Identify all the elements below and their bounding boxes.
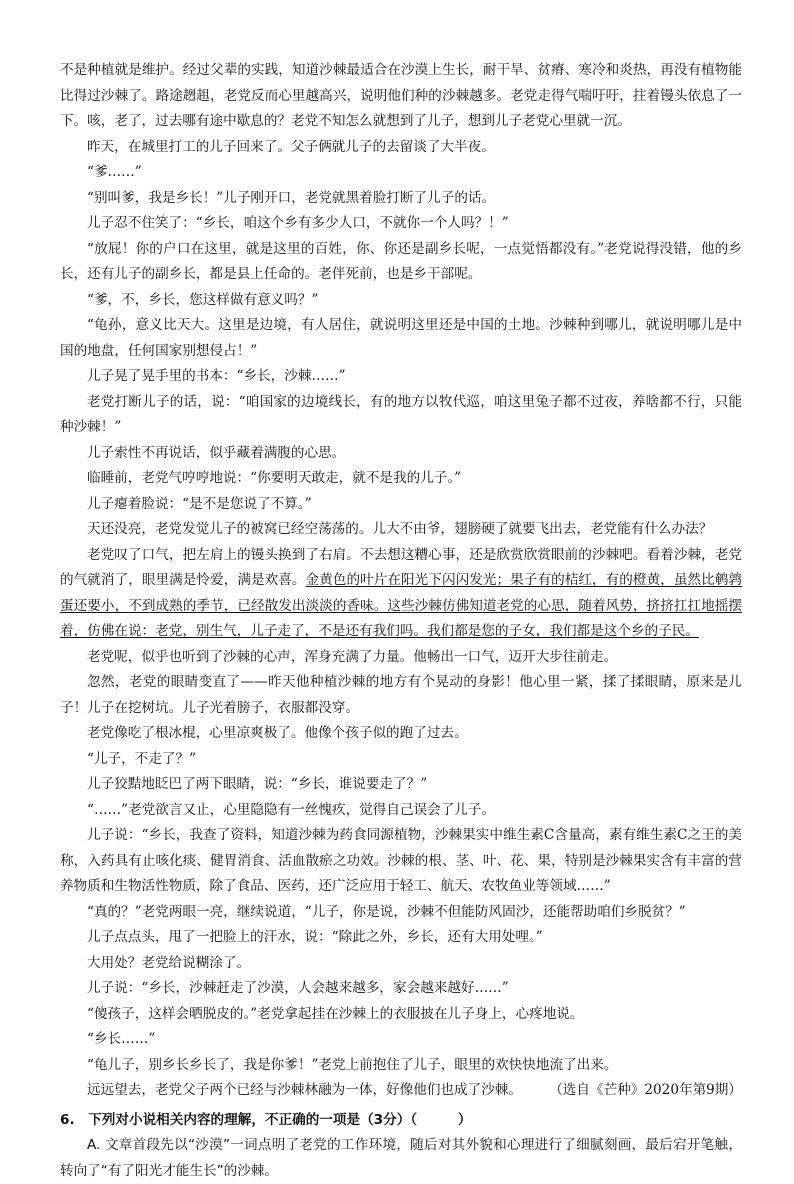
paragraph-text: 老党叹了口气，把左肩上的镘头换到了右肩。不去想这糟心事，还是欣赏欣赏眼前的沙棘吧。看着沙棘，老党的气就消了，眼里满是怜爱，满是欢喜。 [60,546,742,588]
document-page [60,58,742,1184]
paragraph-text: “傻孩子，这样会晒脱皮的。”老党拿起挂在沙棘上的衣服披在儿子身上，心疼地说。 [87,1005,584,1022]
paragraph-text: “爹，不，乡长，您这样做有意义吗？” [87,291,319,308]
story-paragraph [60,645,742,671]
paragraph-text: “……”老党欲言又止，心里隐隐有一丝愧疚，觉得自己误会了儿子。 [87,801,496,818]
paragraph-text: “真的？”老党两眼一亮，继续说道，“儿子，你是说，沙棘不但能防风固沙，还能帮助咱们乡脱贫？” [87,903,686,920]
story-paragraph [60,313,742,364]
story-paragraph [60,772,742,798]
paragraph-text: “放屁！你的户口在这里，就是这里的百姓，你、你还是副乡长呢，一点觉悟都没有。”老党说得没错，他的乡长，还有儿子的副乡长，都是县上任命的。老伴死前，也是乡干部呢。 [60,240,742,282]
story-paragraph [60,364,742,390]
story-paragraph [60,160,742,186]
paragraph-text: 儿子说：“乡长，我查了资料，知道沙棘为药食同源植物，沙棘果实中维生素C含量高，素有维生素C之王的美称，入药具有止咳化痰、健胃消食、活血散瘀之功效。沙棘的根、茎、叶、花、果，特别是沙棘果实含有丰富的营养物质和生物活性物质，除了食品、医药，还广泛应用于轻工、航天、农牧鱼业等领域……” [60,827,742,894]
story-paragraph [60,1053,742,1079]
story-paragraph [60,211,742,237]
paragraph-text: 儿子说：“乡长，沙棘赶走了沙漠，人会越来越多，家会越来越好……” [87,980,509,996]
paragraph-text: 不是种植就是维护。经过父辈的实践，知道沙棘最适合在沙漠上生长，耐干旱、贫瘠、寒冷和炎热，再没有植物能比得过沙棘了。路途趔趄，老党反而心里越高兴，说明他们种的沙棘越多。老党走得气喘吁吁，拄着镘头依息了一下。咳，老了，过去哪有途中歇息的？老党不知怎么就想到了儿子，想到儿子老党心里就一沉。 [60,62,742,129]
story-paragraph [60,441,742,467]
story-paragraph [60,823,742,900]
question-6-stem: 6. 下列对小说相关内容的理解，不正确的一项是（3分）（ ） [60,1111,472,1128]
story-paragraph [60,721,742,747]
story-paragraph [60,1002,742,1028]
story-paragraph [60,900,742,926]
paragraph-text: 临睡前，老党气哼哼地说：“你要明天敢走，就不是我的儿子。” [87,470,462,486]
paragraph-text: “龟孙，意义比天大。这里是边境，有人居住，就说明这里还是中国的土地。沙棘种到哪儿，就说明哪儿是中国的地盘，任何国家别想侵占！” [60,317,742,359]
underlined-passage: 金黄色的叶片在阳光下闪闪发光；果子有的桔红，有的橙黄，虽然比鹌鹑蛋还要小，不到成熟的季节，已经散发出淡淡的香味。这些沙棘仿佛知道老党的心思，随着风势，挤挤扛扛地摇摆着，仿佛在说：老党，别生气，儿子走了，不是还有我们吗。我们都是您的子女，我们都是这个乡的子民。 [60,572,743,639]
story-paragraph [60,925,742,951]
paragraph-text: 儿子晃了晃手里的书本：“乡长，沙棘……” [87,368,346,384]
paragraph-text: 儿子瘪着脸说：“是不是您说了不算。” [87,495,312,512]
paragraph-text: 老党打断儿子的话，说：“咱国家的边境线长，有的地方以牧代巡，咱这里兔子都不过夜，养啥都不行，只能种沙棘！” [60,393,742,435]
paragraph-text: “龟儿子，别乡长乡长了，我是你爹！”老党上前抱住了儿子，眼里的欢快快地流了出来。 [87,1056,618,1073]
story-paragraph [60,1078,742,1104]
story-paragraph [60,135,742,161]
paragraph-text: 儿子索性不再说话，似乎藏着满腹的心思。 [87,444,346,461]
story-paragraph [60,492,742,518]
paragraph-text: 老党像吃了根冰棍，心里凉爽极了。他像个孩子似的跑了过去。 [87,725,468,741]
paragraph-text: 老党呢，似乎也听到了沙棘的心声，浑身充满了力量。他畅出一口气，迈开大步往前走。 [87,648,618,665]
story-body [60,58,742,1104]
paragraph-text: 昨天，在城里打工的儿子回来了。父子俩就儿子的去留谈了大半夜。 [87,138,495,155]
paragraph-text: 大用处？老党给说糊涂了。 [87,954,251,971]
story-paragraph [60,670,742,721]
paragraph-text: 远远望去，老党父子两个已经与沙棘林融为一体，好像他们也成了沙棘。 [87,1082,522,1098]
paragraph-text: 忽然，老党的眼睛变直了——昨天他种植沙棘的地方有个晃动的身影！他心里一紧，揉了揉眼睛，原来是儿子！儿子在挖树坑。儿子光着膀子，衣服都没穿。 [60,674,742,716]
paragraph-text: 儿子狡黠地眨巴了两下眼睛，说：“乡长，谁说要走了？” [87,776,428,792]
story-paragraph [60,58,742,135]
story-paragraph [60,951,742,977]
story-paragraph [60,747,742,773]
story-paragraph [60,466,742,492]
paragraph-text: 儿子忍不住笑了：“乡长，咱这个乡有多少人口，不就你一个人吗？！” [87,215,509,231]
story-paragraph [60,976,742,1002]
paragraph-text: 儿子点点头，甩了一把脸上的汗水，说：“除此之外，乡长，还有大用处哩。” [87,929,543,945]
story-paragraph [60,543,742,645]
question-6-option-a: A. 文章首段先以“沙漠”一词点明了老党的工作环境，随后对其外貌和心理进行了细腻刻画，最后宕开笔触，转向了“有了阳光才能生长”的沙棘。 [60,1136,742,1179]
story-paragraph [60,237,742,288]
paragraph-text: 天还没亮，老党发觉儿子的被窝已经空荡荡的。儿大不由爷，翅膀硬了就要飞出去，老党能有什么办法？ [87,521,713,537]
story-paragraph [60,186,742,212]
story-paragraph [60,1027,742,1053]
paragraph-text: “爹……” [87,164,142,180]
paragraph-text: “别叫爹，我是乡长！”儿子刚开口，老党就黑着脸打断了儿子的话。 [87,189,496,206]
source-citation: （选自《芒种》2020年第9期） [549,1082,742,1098]
paragraph-text: “儿子，不走了？” [87,750,197,767]
story-paragraph [60,798,742,824]
story-paragraph [60,390,742,441]
story-paragraph [60,288,742,314]
paragraph-text: “乡长……” [87,1031,156,1047]
story-paragraph [60,517,742,543]
